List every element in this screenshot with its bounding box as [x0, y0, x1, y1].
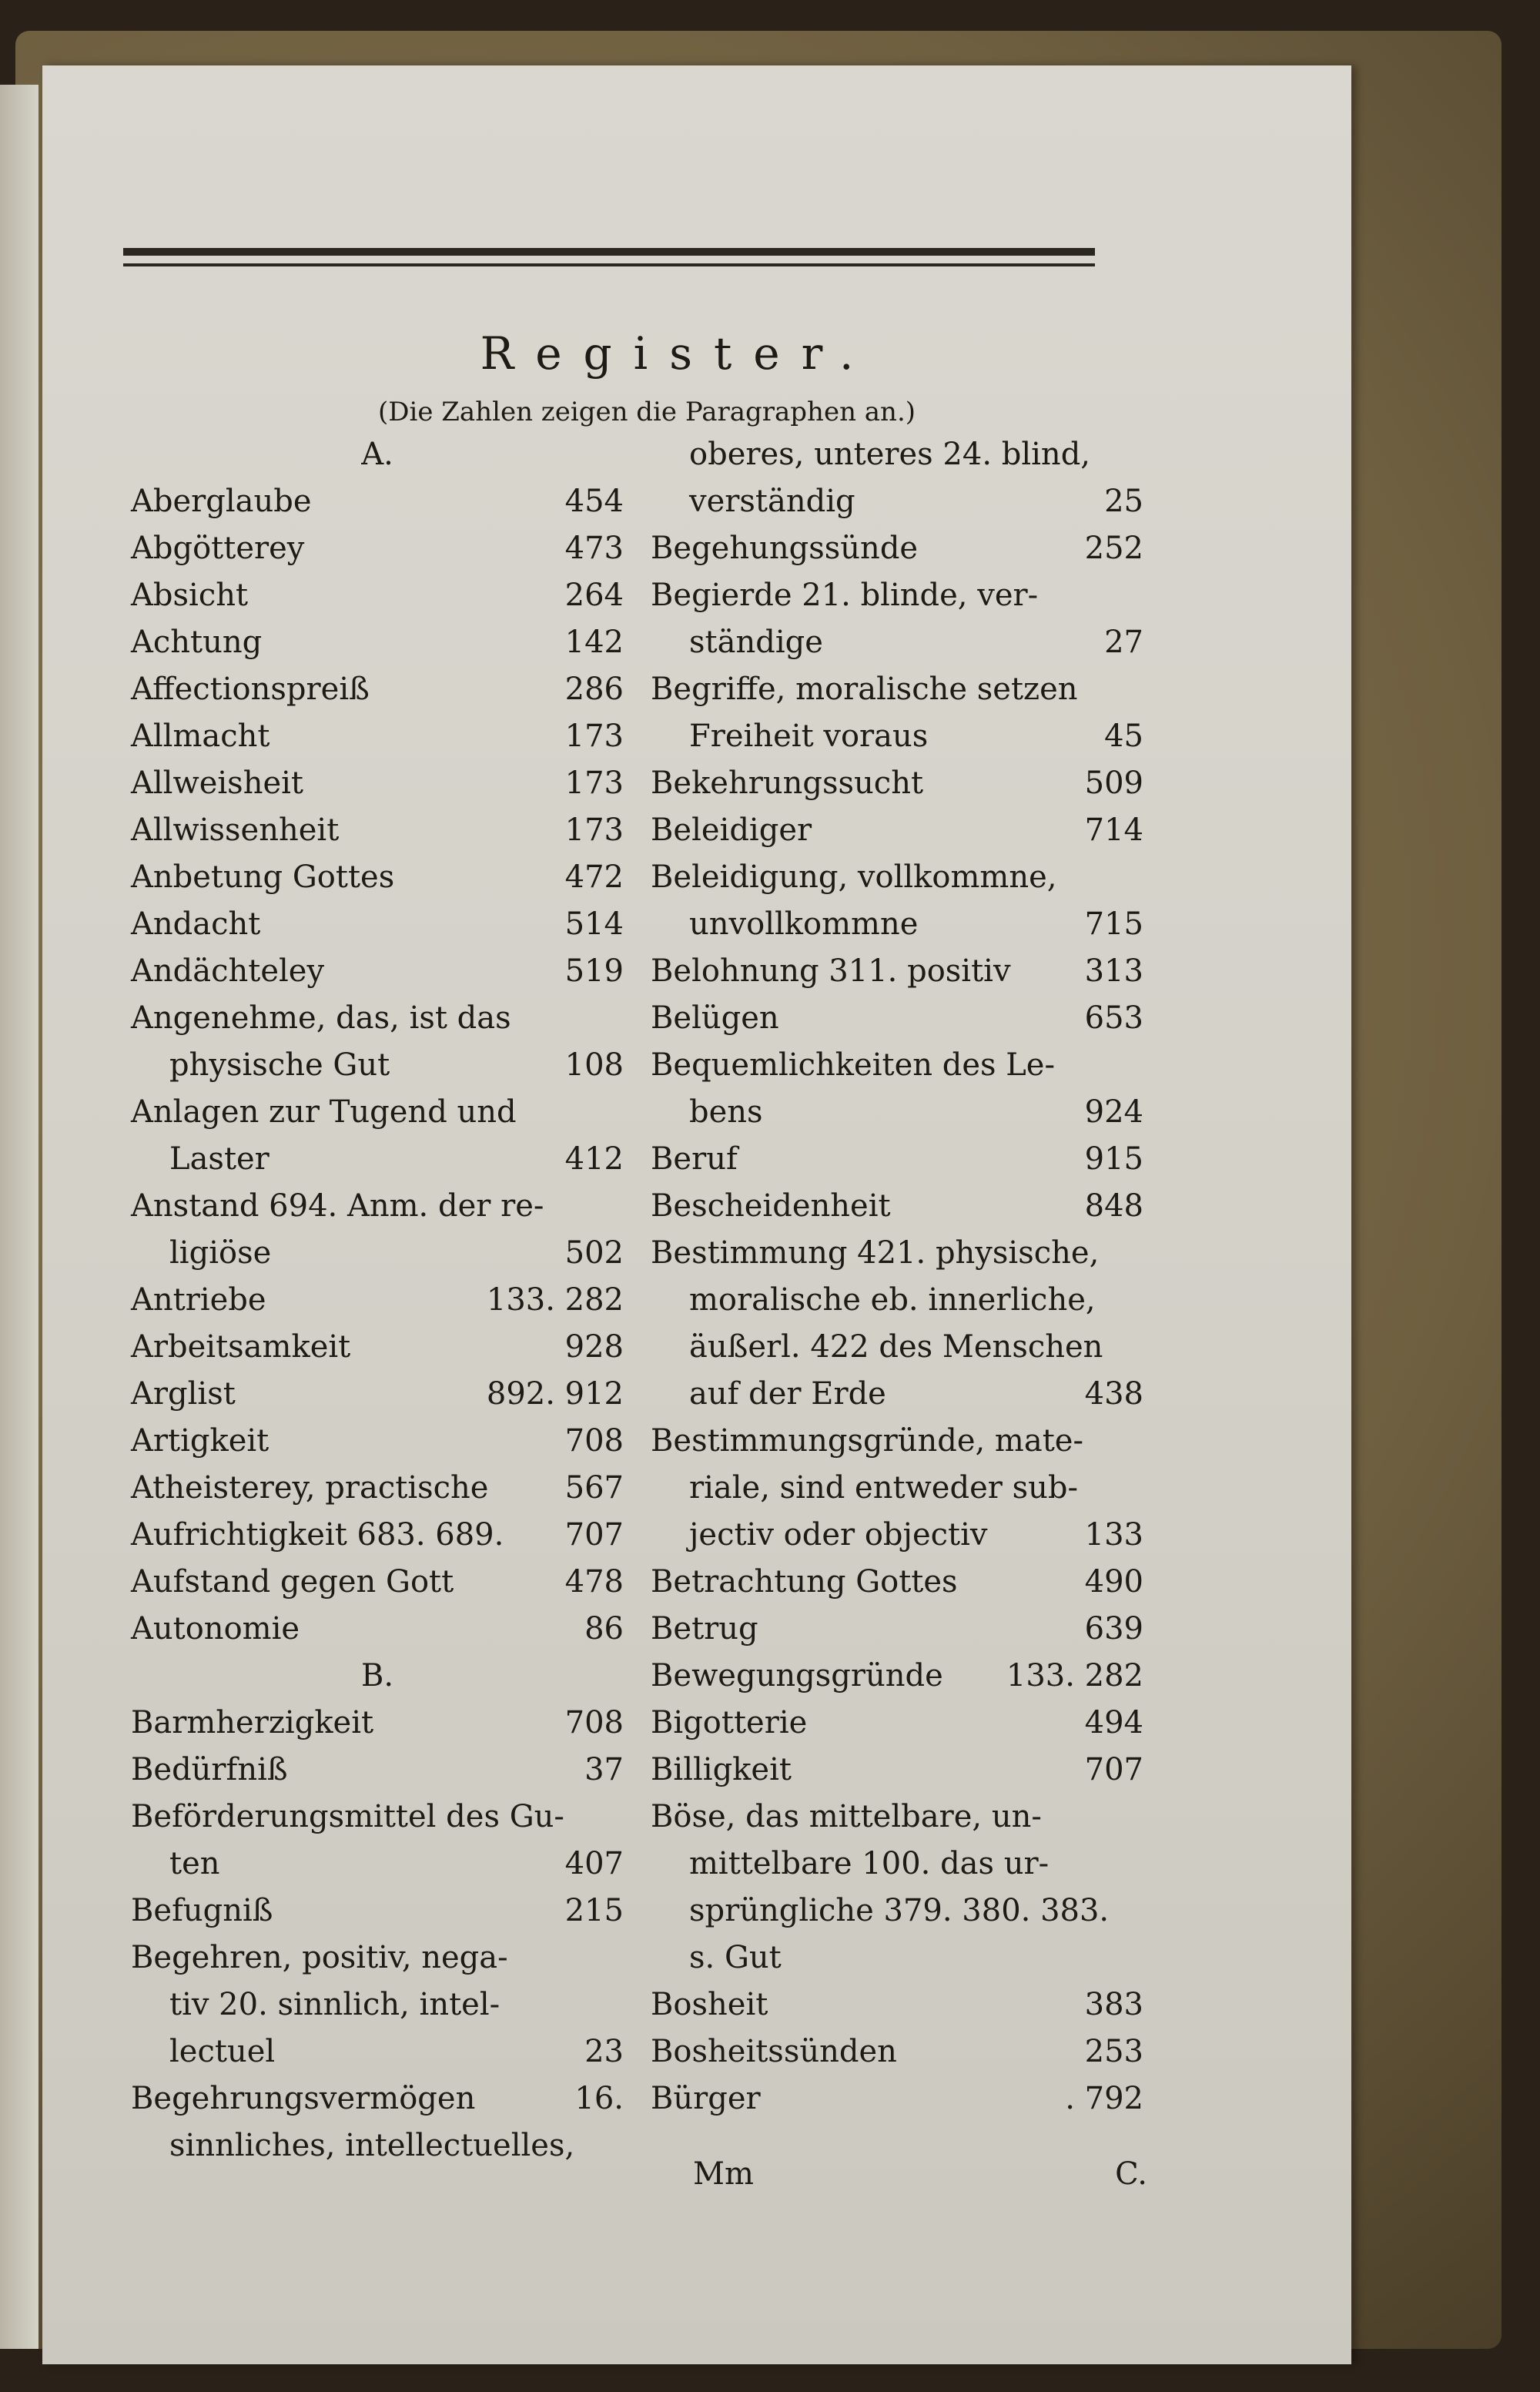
index-entry	[131, 1794, 624, 1841]
facing-page-edge	[0, 85, 38, 2349]
index-entry	[651, 948, 1143, 995]
entry-paragraph-number	[1136, 431, 1143, 478]
index-entry-continuation	[651, 478, 1143, 525]
entry-paragraph-number: 915	[1084, 1141, 1143, 1177]
entry-term: ten	[169, 1846, 220, 1881]
entry-term: unvollkommne	[689, 906, 919, 942]
entry-paragraph-number	[616, 1935, 624, 1982]
index-entry	[131, 1371, 624, 1418]
index-entry	[131, 1465, 624, 1512]
index-entry	[131, 1418, 624, 1465]
entry-term: Anstand 694. Anm. der re-	[131, 1188, 544, 1224]
entry-term: ligiöse	[169, 1235, 272, 1271]
entry-paragraph-number: . 792	[1065, 2081, 1143, 2116]
header-rule-thin	[123, 263, 1095, 266]
index-entry	[131, 1183, 624, 1230]
entry-term: jectiv oder objectiv	[689, 1517, 988, 1553]
entry-term: Beleidiger	[651, 812, 812, 848]
index-entry-continuation	[651, 901, 1143, 948]
entry-term: auf der Erde	[689, 1376, 886, 1412]
entry-paragraph-number	[1136, 1794, 1143, 1841]
entry-term: Bekehrungssucht	[651, 766, 924, 801]
index-entry	[651, 666, 1143, 713]
index-entry	[131, 1324, 624, 1371]
index-entry	[651, 1700, 1143, 1747]
index-entry	[131, 807, 624, 854]
index-entry	[131, 1606, 624, 1653]
entry-term: Bescheidenheit	[651, 1188, 891, 1224]
entry-term: Allwissenheit	[131, 812, 340, 848]
index-entry	[651, 572, 1143, 619]
entry-paragraph-number: 286	[564, 672, 624, 707]
entry-term: Böse, das mittelbare, un-	[651, 1799, 1042, 1834]
entry-term: Anlagen zur Tugend und	[131, 1094, 517, 1130]
entry-term: oberes, unteres 24. blind,	[689, 437, 1091, 472]
entry-term: äußerl. 422 des Menschen	[689, 1329, 1103, 1365]
entry-paragraph-number: 252	[1084, 531, 1143, 566]
index-entry-continuation	[651, 431, 1143, 478]
entry-term: Atheisterey, practische	[131, 1470, 489, 1506]
index-entry	[131, 901, 624, 948]
entry-paragraph-number	[616, 1089, 624, 1136]
index-entry	[131, 1559, 624, 1606]
index-entry	[131, 1747, 624, 1794]
entry-paragraph-number: 490	[1084, 1564, 1143, 1600]
page-note: (Die Zahlen zeigen die Paragraphen an.)	[377, 397, 916, 427]
entry-paragraph-number: 708	[564, 1423, 624, 1459]
index-entry	[131, 478, 624, 525]
index-entry-continuation	[651, 1277, 1143, 1324]
index-entry-continuation	[651, 1089, 1143, 1136]
entry-paragraph-number: 924	[1084, 1094, 1143, 1130]
entry-paragraph-number: 438	[1084, 1376, 1143, 1412]
index-entry	[651, 1982, 1143, 2029]
entry-paragraph-number	[616, 1794, 624, 1841]
index-entry	[131, 525, 624, 572]
entry-term: tiv 20. sinnlich, intel-	[169, 1987, 500, 2022]
entry-paragraph-number: 707	[1084, 1752, 1143, 1787]
entry-term: verständig	[689, 484, 855, 519]
entry-term: Arbeitsamkeit	[131, 1329, 351, 1365]
entry-paragraph-number: 707	[564, 1517, 624, 1553]
entry-term: Billigkeit	[651, 1752, 792, 1787]
entry-term: Belügen	[651, 1000, 779, 1036]
entry-paragraph-number: 133. 282	[1006, 1658, 1143, 1693]
index-entry	[651, 1183, 1143, 1230]
index-entry	[131, 1277, 624, 1324]
page-title: Register.	[480, 327, 875, 380]
entry-term: Bestimmungsgründe, mate-	[651, 1423, 1083, 1459]
index-entry-continuation	[651, 1888, 1143, 1935]
entry-term: Allmacht	[131, 719, 270, 754]
entry-paragraph-number: 108	[564, 1047, 624, 1083]
entry-paragraph-number: 86	[584, 1611, 624, 1647]
entry-paragraph-number: 412	[564, 1141, 624, 1177]
entry-term: Bequemlichkeiten des Le-	[651, 1047, 1055, 1083]
index-entry-continuation	[651, 1935, 1143, 1982]
entry-paragraph-number	[1136, 1418, 1143, 1465]
entry-term: Autonomie	[131, 1611, 300, 1647]
index-entry	[131, 619, 624, 666]
entry-paragraph-number: 514	[564, 906, 624, 942]
entry-term: Abgötterey	[131, 531, 305, 566]
section-letter: B.	[360, 1658, 394, 1693]
entry-paragraph-number: 473	[564, 531, 624, 566]
index-entry	[651, 854, 1143, 901]
entry-term: Begehrungsvermögen	[131, 2081, 476, 2116]
index-entry	[651, 1653, 1143, 1700]
entry-term: Bosheitssünden	[651, 2034, 897, 2069]
entry-term: Betrug	[651, 1611, 758, 1647]
index-entry	[651, 1418, 1143, 1465]
entry-term: Belohnung 311. positiv	[651, 953, 1011, 989]
entry-paragraph-number: 313	[1084, 953, 1143, 989]
section-letter: A.	[361, 437, 393, 472]
index-entry-continuation	[651, 1512, 1143, 1559]
entry-paragraph-number	[1136, 1324, 1143, 1371]
entry-term: Bürger	[651, 2081, 761, 2116]
index-entry	[131, 948, 624, 995]
entry-term: Laster	[169, 1141, 270, 1177]
entry-paragraph-number: 478	[564, 1564, 624, 1600]
entry-term: Allweisheit	[131, 766, 304, 801]
entry-term: Betrachtung Gottes	[651, 1564, 958, 1600]
entry-term: Anbetung Gottes	[131, 859, 395, 895]
entry-paragraph-number: 23	[584, 2034, 624, 2069]
index-entry	[131, 666, 624, 713]
entry-paragraph-number	[1136, 1277, 1143, 1324]
entry-paragraph-number: 454	[564, 484, 624, 519]
entry-term: Antriebe	[131, 1282, 266, 1318]
entry-paragraph-number: 639	[1084, 1611, 1143, 1647]
entry-term: Begehren, positiv, nega-	[131, 1940, 508, 1975]
index-entry	[651, 1606, 1143, 1653]
index-column-left	[131, 431, 624, 2169]
entry-term: mittelbare 100. das ur-	[689, 1846, 1050, 1881]
index-entry	[131, 760, 624, 807]
entry-paragraph-number: 173	[564, 719, 624, 754]
entry-paragraph-number: 133. 282	[486, 1282, 624, 1318]
entry-term: Beförderungsmittel des Gu-	[131, 1799, 564, 1834]
entry-paragraph-number	[1136, 1888, 1143, 1935]
index-entry-continuation	[131, 1136, 624, 1183]
entry-paragraph-number	[1136, 1230, 1143, 1277]
index-entry	[651, 2075, 1143, 2122]
entry-paragraph-number	[1136, 666, 1143, 713]
index-entry-continuation	[131, 1841, 624, 1888]
entry-term: Begriffe, moralische setzen	[651, 672, 1078, 707]
entry-term: physische Gut	[169, 1047, 390, 1083]
index-entry-continuation	[131, 1230, 624, 1277]
entry-term: Befugniß	[131, 1893, 273, 1928]
entry-paragraph-number: 37	[584, 1752, 624, 1787]
index-entry-continuation	[651, 713, 1143, 760]
entry-paragraph-number: 25	[1104, 484, 1143, 519]
entry-paragraph-number	[1136, 1465, 1143, 1512]
entry-term: Begierde 21. blinde, ver-	[651, 578, 1039, 613]
entry-term: sinnliches, intellectuelles,	[169, 2128, 575, 2163]
index-entry-continuation	[651, 1465, 1143, 1512]
entry-paragraph-number	[1136, 1935, 1143, 1982]
entry-paragraph-number: 494	[1084, 1705, 1143, 1740]
entry-paragraph-number: 173	[564, 812, 624, 848]
entry-term: Angenehme, das, ist das	[131, 1000, 511, 1036]
index-entry-continuation	[131, 2029, 624, 2075]
index-entry	[131, 854, 624, 901]
entry-paragraph-number: 509	[1084, 766, 1143, 801]
entry-paragraph-number: 892. 912	[486, 1376, 624, 1412]
entry-paragraph-number: 928	[564, 1329, 624, 1365]
index-entry	[131, 1888, 624, 1935]
index-entry	[651, 1230, 1143, 1277]
entry-paragraph-number: 715	[1084, 906, 1143, 942]
entry-paragraph-number: 173	[564, 766, 624, 801]
index-entry	[131, 995, 624, 1042]
entry-term: Achtung	[131, 625, 263, 660]
entry-term: Bigotterie	[651, 1705, 808, 1740]
entry-paragraph-number: 45	[1104, 719, 1143, 754]
entry-term: Beleidigung, vollkommne,	[651, 859, 1057, 895]
index-entry-continuation	[651, 619, 1143, 666]
entry-paragraph-number: 519	[564, 953, 624, 989]
entry-paragraph-number: 383	[1084, 1987, 1143, 2022]
entry-paragraph-number: 708	[564, 1705, 624, 1740]
entry-term: Aberglaube	[131, 484, 312, 519]
entry-paragraph-number: 27	[1104, 625, 1143, 660]
entry-term: Bedürfniß	[131, 1752, 288, 1787]
signature-mark: Mm	[693, 2156, 754, 2192]
entry-paragraph-number: 653	[1084, 1000, 1143, 1036]
entry-term: Artigkeit	[131, 1423, 270, 1459]
entry-paragraph-number	[1136, 572, 1143, 619]
index-entry-continuation	[651, 1371, 1143, 1418]
index-entry	[651, 1559, 1143, 1606]
index-entry	[651, 807, 1143, 854]
index-entry-continuation	[131, 1982, 624, 2029]
entry-term: Begehungssünde	[651, 531, 919, 566]
entry-paragraph-number	[1136, 1841, 1143, 1888]
catchword: C.	[1115, 2156, 1147, 2192]
entry-paragraph-number: 848	[1084, 1188, 1143, 1224]
entry-term: Andacht	[131, 906, 261, 942]
index-entry	[131, 1935, 624, 1982]
entry-term: ständige	[689, 625, 823, 660]
entry-paragraph-number: 714	[1084, 812, 1143, 848]
entry-term: Affectionspreiß	[131, 672, 370, 707]
page-footer	[693, 2156, 1147, 2192]
index-entry	[131, 1089, 624, 1136]
index-column-right	[651, 431, 1143, 2122]
entry-paragraph-number: 407	[564, 1846, 624, 1881]
entry-paragraph-number: 253	[1084, 2034, 1143, 2069]
entry-term: moralische eb. innerliche,	[689, 1282, 1096, 1318]
index-entry	[131, 713, 624, 760]
index-entry-continuation	[131, 1042, 624, 1089]
entry-term: Aufrichtigkeit 683. 689.	[131, 1517, 504, 1553]
entry-paragraph-number: 215	[564, 1893, 624, 1928]
entry-term: Barmherzigkeit	[131, 1705, 374, 1740]
entry-paragraph-number	[616, 2122, 624, 2169]
index-entry	[131, 2075, 624, 2122]
entry-paragraph-number	[1136, 854, 1143, 901]
entry-term: Bewegungsgründe	[651, 1658, 943, 1693]
index-entry	[131, 1700, 624, 1747]
index-entry	[651, 1794, 1143, 1841]
entry-paragraph-number: 502	[564, 1235, 624, 1271]
entry-term: Bosheit	[651, 1987, 768, 2022]
entry-paragraph-number	[616, 995, 624, 1042]
entry-paragraph-number	[1136, 1042, 1143, 1089]
index-entry	[651, 1042, 1143, 1089]
index-entry-continuation	[131, 2122, 624, 2169]
index-entry	[651, 525, 1143, 572]
entry-term: Bestimmung 421. physische,	[651, 1235, 1100, 1271]
entry-paragraph-number	[616, 1183, 624, 1230]
index-entry	[651, 760, 1143, 807]
entry-term: lectuel	[169, 2034, 276, 2069]
entry-term: Absicht	[131, 578, 249, 613]
entry-paragraph-number: 133	[1084, 1517, 1143, 1553]
index-entry-continuation	[651, 1324, 1143, 1371]
index-entry	[131, 572, 624, 619]
entry-paragraph-number: 16.	[574, 2081, 624, 2116]
entry-term: riale, sind entweder sub-	[689, 1470, 1078, 1506]
entry-term: Arglist	[131, 1376, 236, 1412]
entry-term: s. Gut	[689, 1940, 782, 1975]
entry-paragraph-number	[616, 1982, 624, 2029]
entry-paragraph-number: 264	[564, 578, 624, 613]
index-entry	[651, 995, 1143, 1042]
entry-term: Freiheit voraus	[689, 719, 929, 754]
entry-term: sprüngliche 379. 380. 383.	[689, 1893, 1110, 1928]
index-entry	[651, 1747, 1143, 1794]
entry-term: bens	[689, 1094, 763, 1130]
header-rule-thick	[123, 248, 1095, 256]
index-entry	[651, 2029, 1143, 2075]
entry-term: Beruf	[651, 1141, 738, 1177]
index-entry	[131, 1512, 624, 1559]
index-entry	[651, 1136, 1143, 1183]
entry-paragraph-number: 567	[564, 1470, 624, 1506]
entry-paragraph-number: 142	[564, 625, 624, 660]
entry-term: Andächteley	[131, 953, 325, 989]
entry-paragraph-number: 472	[564, 859, 624, 895]
index-entry-continuation	[651, 1841, 1143, 1888]
entry-term: Aufstand gegen Gott	[131, 1564, 454, 1600]
